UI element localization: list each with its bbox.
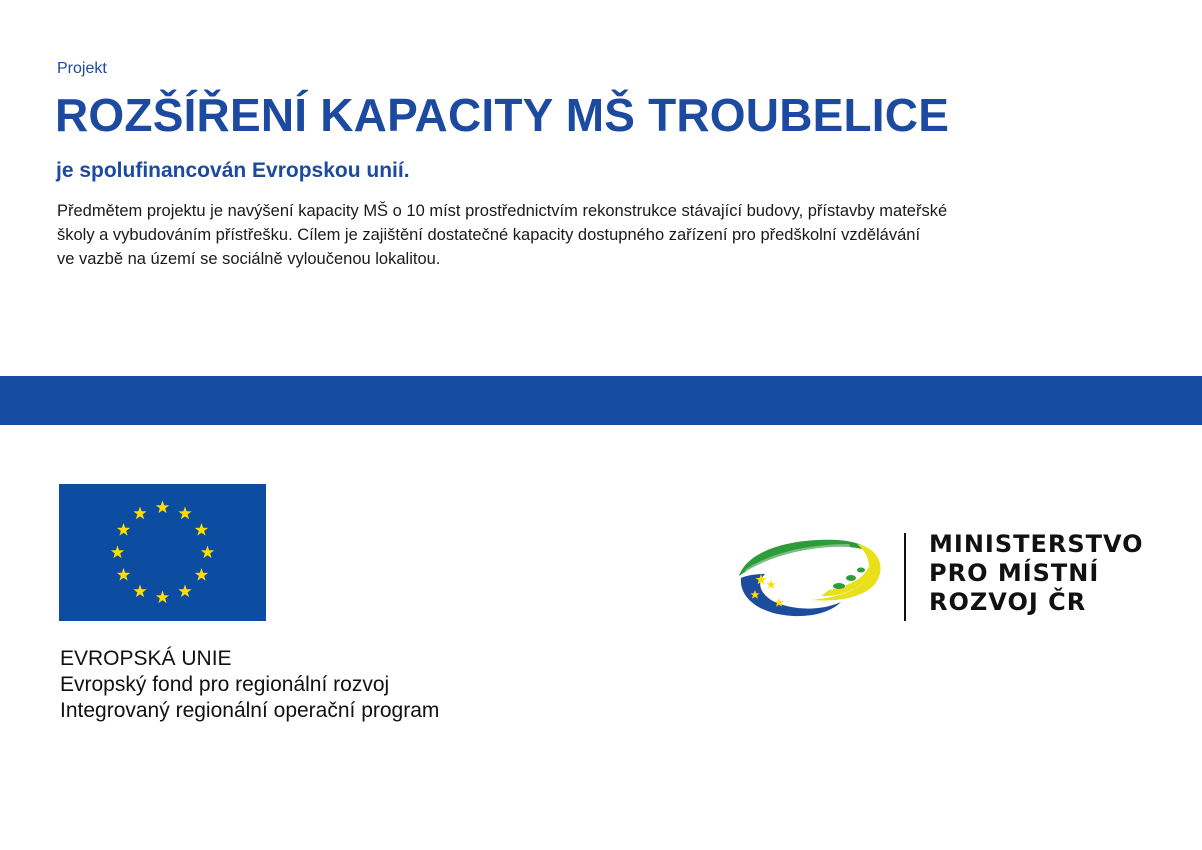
project-title: ROZŠÍŘENÍ KAPACITY MŠ TROUBELICE <box>55 89 950 141</box>
project-subtitle: je spolufinancován Evropskou unií. <box>56 159 410 182</box>
eu-text-block <box>60 646 439 724</box>
ministry-line: MINISTERSTVO <box>929 530 1144 558</box>
eu-program-name: Integrovaný regionální operační program <box>60 699 440 722</box>
ministry-name <box>929 530 1144 617</box>
ministry-line: ROZVOJ ČR <box>929 588 1087 616</box>
ministry-line: PRO MÍSTNÍ <box>929 559 1100 587</box>
description-line: Předmětem projektu je navýšení kapacity MŠ o 10 míst prostřednictvím rekonstrukce stávající budovy, přístavby mateřské <box>57 202 948 220</box>
project-label: Projekt <box>57 60 107 77</box>
mmr-divider <box>904 533 906 621</box>
eu-fund-name: Evropský fond pro regionální rozvoj <box>60 673 390 696</box>
description-line: ve vazbě na území se sociálně vyloučenou lokalitou. <box>57 250 441 268</box>
eu-name: EVROPSKÁ UNIE <box>60 647 232 670</box>
project-description <box>57 199 1167 271</box>
description-line: školy a vybudováním přístřešku. Cílem je zajištění dostatečné kapacity dostupného zařízení pro předškolní vzdělávání <box>57 226 921 244</box>
mmr-logo-icon <box>737 534 885 618</box>
eu-flag-icon <box>59 484 266 621</box>
blue-band <box>0 376 1202 425</box>
